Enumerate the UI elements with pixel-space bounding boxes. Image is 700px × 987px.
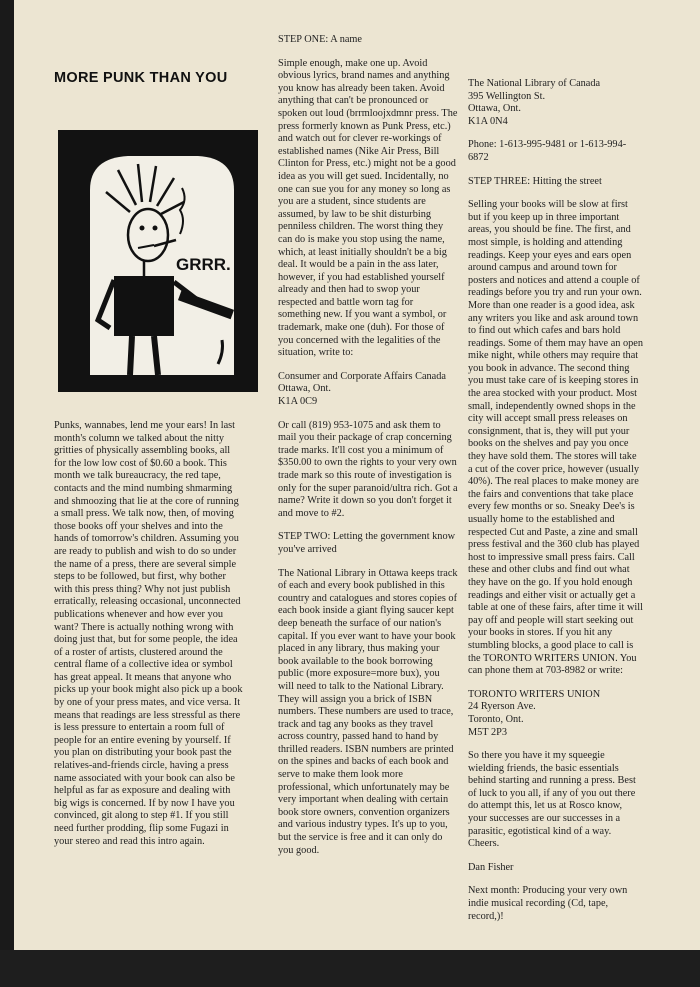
step-three-heading: STEP THREE: Hitting the street — [468, 175, 602, 187]
grrr-text: GRRR. — [176, 255, 231, 274]
address-line: K1A 0C9 — [278, 396, 318, 408]
newsprint-page — [14, 0, 700, 950]
writers-union-address — [468, 689, 643, 739]
step-one-body: Simple enough, make one up. Avoid obvious lyrics, brand names and anything you know has already been taken. Avoid anything that can't be pronounced or spoken out loud (brrmloojxdmnr press. The press formerly known as Punk Press, etc.) and watch out for clever re-workings of established names (Nike Air Press, Bill Clinton for Press, etc.) might not be a good idea as you will get sued. Incidentally, no one can sue you for any money so long as you are a student, since students are assumed, by law to be shit disturbing penniless children. The worst thing they can do is make you stop using the name, which, at least initially shouldn't be a big deal. It would be a pain in the ass later, however, if you had established yourself already and then had to swop your respected and battle worn tag for something new. If you want a symbol, or trademark, make one (duh). For those of you concerned with the legalities of the situation, write to: — [278, 57, 458, 359]
column-three — [468, 78, 643, 934]
address-line: 395 Wellington St. — [468, 90, 546, 102]
address-line: Consumer and Corporate Affairs Canada — [278, 370, 446, 382]
column-one — [54, 420, 244, 859]
step-one-heading: STEP ONE: A name — [278, 34, 362, 45]
address-line: Toronto, Ont. — [468, 713, 524, 725]
next-month-teaser: Next month: Producing your very own indie musical recording (Cd, tape, record,)! — [468, 885, 628, 922]
address-line: Ottawa, Ont. — [468, 103, 521, 115]
step-two-heading: STEP TWO: Letting the government know you've arrived — [278, 531, 456, 555]
page-bottom-edge — [0, 950, 700, 987]
address-line: The National Library of Canada — [468, 78, 601, 89]
step-one-body-continued: Or call (819) 953-1075 and ask them to mail you their package of crap concerning trade marks. It'll cost you a minimum of $350.00 to own the rights to your very own trade mark so this route of investigation is only for the super paranoid/ultra rich. Got a name? Write it down so you don't forget it and move to #2. — [278, 419, 458, 519]
intro-paragraph: Punks, wannabes, lend me your ears! In last month's column we talked about the nitty gritties of physically assembling books, all for the low low cost of $0.60 a book. This month we talk bureaucracy, the red tape, contacts and the mind numbing shmarming and shmoozing that lie at the core of running a small press. We talk now, then, of moving those books off your shelves and into the hands of tomorrow's children. Assuming you are ready to publish and wish to do so under the name of a press, there are several simple steps to be followed, but first, why bother with this press thing? Why not just publish erratically, releasing occasional, unconnected publications whenever and how ever you want? There is actually nothing wrong with doing just that, but for some people, the idea of a roster of artists, clustered around the central flame of a collective idea or symbol has great appeal. It means that anyone who picks up your book might also pick up a book by one of your press mates, and vice versa. It means that readings are less stressful as there is less pressure to entertain a room full of people for an entire evening by yourself. If you plan on distributing your book past the relatives-and-friends circle, having a press name associated with your book can also be helpful as far as exposure and dealing with big wigs is concerned. If by now I have you convinced, git along to step #1. If you still need further prodding, flip some Fugazi in your stereo and read this intro again. — [54, 420, 243, 847]
consumer-affairs-address — [278, 371, 458, 409]
address-line: TORONTO WRITERS UNION — [468, 688, 601, 700]
library-phone: Phone: 1-613-995-9481 or 1-613-994-6872 — [468, 139, 627, 163]
step-two-body: The National Library in Ottawa keeps track of each and every book published in this country and catalogues and stores copies of each book inside a giant flying saucer kept deep beneath the surface of our nation's capital. If you ever want to have your book placed in any library, thus making your book available to the book borrowing public (more exposure=more bux), you will need to talk to the National Library. They will assign you a brick of ISBN numbers. These numbers are used to trace, track and tag any books as they travel across country, passed hand to hand by thrilled readers. ISBN numbers are printed on the spines and backs of each book and serve to make them look more professional, which unfortunately may be very important when dealing with certain book store owners, convention organizers and various industry types. It's up to you, but the service is free and it can only do you good. — [278, 567, 458, 856]
closing-paragraph: So there you have it my squeegie wielding friends, the basic essentials behind starting and running a press. Best of luck to you all, if any of you out there do attempt this, let us at Rosco know, your successes are our successes in a parasitic, egotistical kind of a way. Cheers. — [468, 750, 636, 850]
national-library-address — [468, 78, 643, 128]
address-line: K1A 0N4 — [468, 115, 508, 127]
punk-illustration — [58, 130, 258, 392]
column-two — [278, 34, 458, 868]
address-line: Ottawa, Ont. — [278, 383, 331, 395]
step-three-body: Selling your books will be slow at first but if you keep up in three important areas, you should be fine. The first, and most simple, is holding and attending readings. Keep your eyes and ears open around campus and around town for posters and notices and attend a couple of readings before you try and run your own. More than one reader is a good idea, ask any writers you like and ask around town to find out which cafes and bars hold readings. Some of them may have an open mike night, while others may require that you book in advance. The second thing you must take care of is keeping stores in the area stocked with your product. Most small, independently owned shops in the city will accept small press releases on consignment, that is, they will put your books on the shelves and pay you once they have sold them. The stores will take a cut of the cover price, however (usually 40%). The real places to make money are the fairs and conventions that take place every few months or so. Sneaky Dee's is usually home to the established and respected Cut and Paste, a zine and small press festival and the 360 club has played host to impressive small press fairs. Call these and other clubs and find out what they have on the go. If you hold enough readings and either visit or actually get a table at one of these fairs, after time it will pay off and people will start seeking out your books in stores. If you hit any stumbling blocks, a good place to call is the TORONTO WRITERS UNION. You can phone them at 703-8982 or write: — [468, 199, 643, 677]
article-title: MORE PUNK THAN YOU — [54, 70, 228, 86]
address-line: 24 Ryerson Ave. — [468, 701, 536, 713]
punk-drawing-icon — [58, 130, 258, 392]
address-line: M5T 2P3 — [468, 726, 508, 738]
author-signature: Dan Fisher — [468, 861, 514, 873]
page-gutter — [0, 0, 14, 987]
